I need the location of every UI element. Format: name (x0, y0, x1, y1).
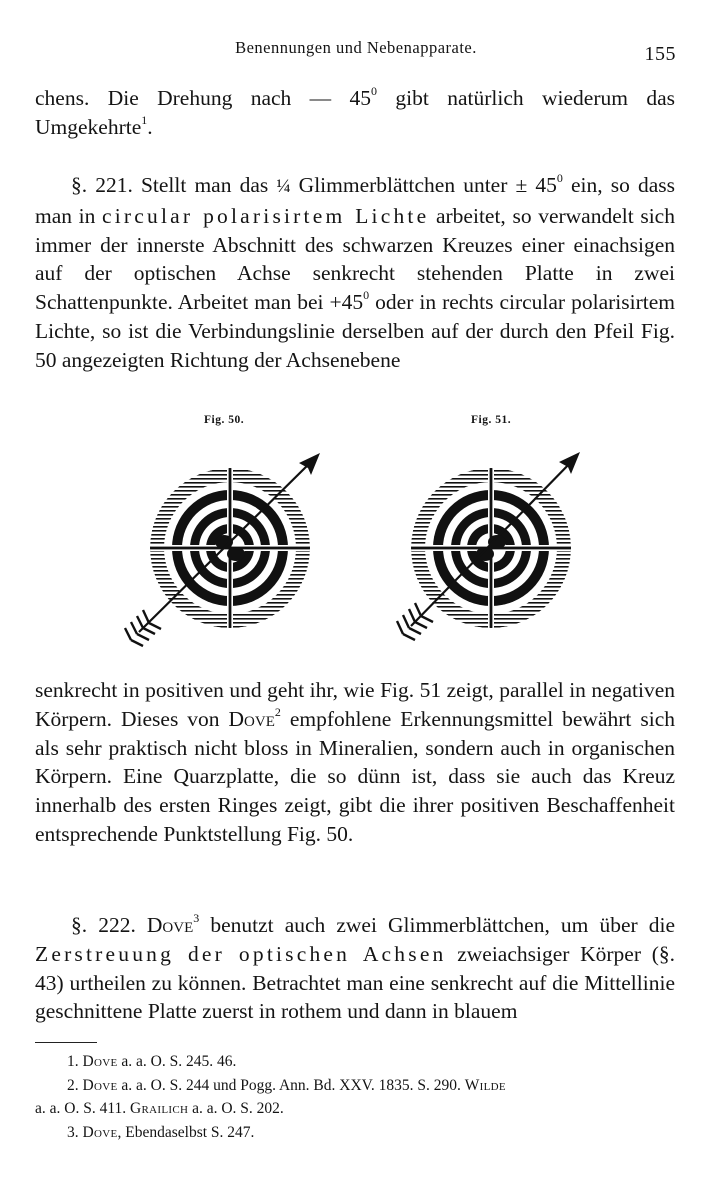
footnote-3 (67, 1123, 254, 1143)
fig-50-rings-diagram (115, 442, 330, 652)
author-name: Wilde (464, 1077, 506, 1094)
text: gibt natürlich wiederum das Umgekehrte (35, 86, 675, 139)
footnote-ref-2: 2 (274, 704, 281, 719)
text: a. a. O. S. 245. 46. (117, 1053, 237, 1070)
text: chens. Die Drehung nach — 45 (35, 86, 372, 110)
running-head: Benennungen und Nebenapparate. (235, 38, 477, 57)
concentric-rings (144, 462, 316, 634)
fig-50-caption: Fig. 50. (204, 414, 245, 426)
footnote-number: 3. (67, 1124, 79, 1141)
text: . (147, 114, 153, 139)
text: §. 221. Stellt man das (71, 173, 277, 197)
text: senkrecht in positiven und geht ihr, wie Fig. 51 zeigt, parallel in negativen Körpern. Dieses von (35, 678, 675, 731)
text: arbeitet, so verwandelt sich immer der innerste Abschnitt des schwarzen Kreuzes einer einachsigen auf der optischen Achse senkrecht stehenden Platte in zwei Schattenpunkte. Arbeitet man bei +45 (35, 203, 675, 315)
text: zweiachsiger Körper (§. 43) urtheilen zu können. Betrachtet man eine senkrecht auf die Mittellinie geschnittene Platte zuerst in rothem und dann in blauem (35, 941, 675, 1024)
text: Glimmerblättchen unter ± 45 (290, 173, 557, 197)
text: a. a. O. S. 244 und Pogg. Ann. Bd. XXV. 1835. S. 290. (117, 1077, 465, 1094)
footnote-2 (67, 1076, 506, 1096)
paragraph-continuation (35, 84, 675, 142)
author-name: Dove (82, 1124, 118, 1141)
text: , Ebendaselbst S. 247. (117, 1124, 255, 1141)
text: benutzt auch zwei Glimmerblättchen, um über die (199, 913, 675, 937)
text: ein, so dass man in (35, 173, 675, 228)
author-name: Dove (228, 706, 275, 731)
degree-sign: 0 (556, 170, 563, 185)
degree-sign: 0 (363, 288, 370, 303)
page-header (36, 35, 676, 69)
spaced-emphasis: Zerstreuung der optischen Achsen (35, 941, 447, 966)
degree-sign: 0 (371, 83, 378, 98)
fig-51-rings-diagram (385, 442, 600, 652)
footnote-number: 1. (67, 1053, 79, 1070)
footnote-1 (67, 1052, 236, 1072)
text: empfohlene Erkennungsmittel bewährt sich als sehr praktisch nicht bloss in Mineralien, sondern auch in organischen Körpern. Eine Quarzplatte, die so dünn ist, dass sie auch das Kreuz innerhalb des ersten Ringes zeigt, gibt die ihrer positiven Beschaffenheit entsprechende Punktstellung Fig. 50. (35, 706, 675, 846)
author-name: Dove (82, 1053, 118, 1070)
footnote-divider (35, 1042, 97, 1043)
text: a. a. O. S. 202. (188, 1100, 284, 1117)
concentric-rings (405, 462, 577, 634)
text: oder in rechts circular polarisirtem Lichte, so ist die Verbindungslinie derselben auf der durch den Pfeil Fig. 50 angezeigten Richtung der Achsenebene (35, 290, 675, 372)
paragraph-222 (35, 911, 675, 1026)
fig-51-caption: Fig. 51. (471, 414, 512, 426)
text: a. a. O. S. 411. (35, 1100, 130, 1117)
spaced-emphasis: circular polarisirtem Lichte (102, 203, 430, 228)
footnote-ref-3: 3 (193, 910, 200, 925)
footnote-ref-1: 1 (141, 112, 148, 127)
paragraph-after-figures (35, 676, 675, 849)
text: §. 222. (71, 913, 147, 937)
footnote-2-continued (35, 1099, 284, 1119)
author-name: Grailich (130, 1100, 189, 1117)
author-name: Dove (82, 1077, 118, 1094)
fraction: ¼ (276, 176, 291, 197)
paragraph-221 (35, 171, 675, 375)
footnote-number: 2. (67, 1077, 79, 1094)
page-number: 155 (644, 43, 676, 65)
author-name: Dove (146, 913, 194, 937)
